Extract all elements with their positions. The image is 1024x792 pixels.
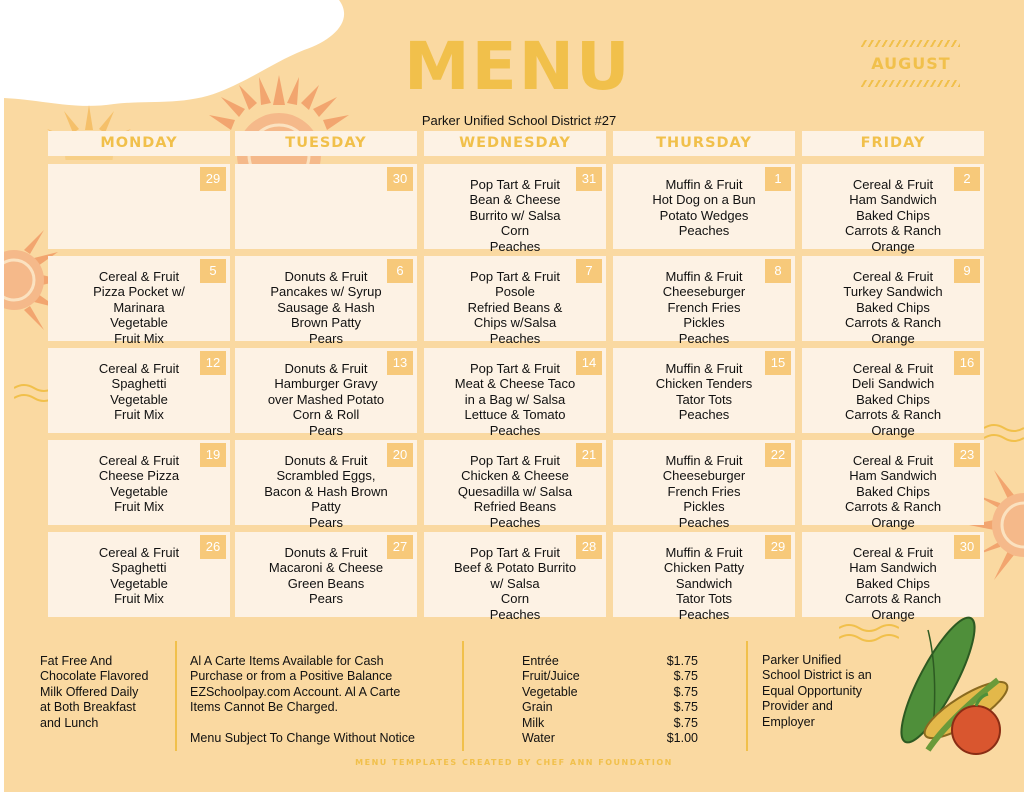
- meal-item: Cereal & Fruit: [98, 453, 180, 468]
- meal-list: [424, 545, 606, 622]
- meal-item: Vegetable: [110, 315, 168, 331]
- day-header-friday: FRIDAY: [802, 131, 984, 156]
- meal-item: Orange: [871, 514, 915, 530]
- meal-item: Orange: [871, 606, 915, 622]
- meal-item: Pop Tart & Fruit: [469, 545, 561, 560]
- meal-item: Muffin & Fruit: [665, 177, 743, 192]
- meal-item: Brown Patty: [290, 315, 362, 331]
- menu-day-cell: [424, 440, 606, 530]
- meal-item: French Fries: [667, 483, 741, 499]
- meal-item: Muffin & Fruit: [665, 269, 743, 284]
- meal-item: over Mashed Potato: [267, 391, 385, 407]
- meal-list: [235, 453, 417, 530]
- date-badge: 13: [387, 351, 413, 375]
- milk-note-line: Fat Free And: [40, 654, 113, 668]
- footer-divider: [175, 641, 177, 751]
- date-badge: 30: [387, 167, 413, 191]
- price-list: [522, 654, 698, 746]
- meal-item: Donuts & Fruit: [284, 545, 368, 560]
- meal-list: [802, 177, 984, 254]
- credit-line: MENU TEMPLATES CREATED BY CHEF ANN FOUNDATION: [355, 758, 673, 767]
- meal-list: [235, 545, 417, 607]
- meal-item: Pears: [309, 330, 343, 346]
- price-row: [522, 716, 698, 731]
- meal-item: Baked Chips: [856, 391, 930, 407]
- date-badge: 6: [387, 259, 413, 283]
- meal-item: Corn & Roll: [292, 407, 360, 423]
- meal-item: Baked Chips: [856, 483, 930, 499]
- meal-item: Pickles: [683, 315, 725, 331]
- date-badge: 7: [576, 259, 602, 283]
- meal-item: Marinara: [113, 299, 165, 315]
- day-header-wednesday: WEDNESDAY: [424, 131, 606, 156]
- meal-item: Peaches: [678, 514, 730, 530]
- meal-item: Ham Sandwich: [849, 468, 937, 484]
- milk-note-line: Chocolate Flavored: [40, 669, 149, 684]
- price-value: $.75: [673, 669, 698, 684]
- meal-item: Pears: [309, 591, 343, 607]
- date-badge: 9: [954, 259, 980, 283]
- equal-opportunity-line: Parker Unified: [762, 653, 842, 667]
- menu-day-cell: [613, 348, 795, 433]
- meal-list: [613, 177, 795, 239]
- meal-item: Beef & Potato Burrito: [453, 560, 577, 576]
- meal-item: Cereal & Fruit: [852, 361, 934, 376]
- price-item-name: Vegetable: [522, 684, 578, 699]
- meal-item: Pears: [309, 422, 343, 438]
- meal-item: Peaches: [489, 514, 541, 530]
- meal-item: Carrots & Ranch: [844, 315, 942, 331]
- meal-item: Corn: [500, 591, 530, 607]
- meal-item: w/ Salsa: [490, 575, 540, 591]
- meal-item: Quesadilla w/ Salsa: [457, 483, 573, 499]
- meal-item: Fruit Mix: [114, 407, 164, 423]
- meal-list: [48, 269, 230, 346]
- menu-day-cell: [802, 440, 984, 530]
- menu-day-cell: [613, 164, 795, 249]
- menu-day-cell: [424, 256, 606, 346]
- meal-list: [424, 177, 606, 254]
- date-badge: 20: [387, 443, 413, 467]
- meal-item: Green Beans: [287, 575, 365, 591]
- milk-note-line: and Lunch: [40, 715, 99, 730]
- menu-day-cell: [424, 532, 606, 622]
- footer-divider: [746, 641, 748, 751]
- date-badge: 2: [954, 167, 980, 191]
- meal-item: Orange: [871, 422, 915, 438]
- price-row: [522, 654, 698, 669]
- meal-item: Peaches: [678, 606, 730, 622]
- price-item-name: Fruit/Juice: [522, 669, 580, 684]
- menu-day-cell: [48, 348, 230, 433]
- date-badge: 26: [200, 535, 226, 559]
- meal-list: [424, 269, 606, 346]
- meal-item: Donuts & Fruit: [284, 361, 368, 376]
- meal-item: Pop Tart & Fruit: [469, 361, 561, 376]
- meal-item: Burrito w/ Salsa: [469, 207, 561, 223]
- meal-item: Spaghetti: [111, 560, 167, 576]
- meal-item: Orange: [871, 238, 915, 254]
- meal-item: Fruit Mix: [114, 499, 164, 515]
- meal-item: Ham Sandwich: [849, 192, 937, 208]
- meal-item: Ham Sandwich: [849, 560, 937, 576]
- price-value: $1.00: [666, 730, 698, 745]
- date-badge: 28: [576, 535, 602, 559]
- meal-item: Cereal & Fruit: [852, 269, 934, 284]
- equal-opportunity-note: [762, 653, 872, 730]
- district-name: Parker Unified School District #27: [421, 113, 617, 128]
- date-badge: 15: [765, 351, 791, 375]
- price-value: $.75: [673, 715, 698, 730]
- menu-day-cell: [802, 256, 984, 346]
- meal-item: Baked Chips: [856, 299, 930, 315]
- meal-item: Corn: [500, 223, 530, 239]
- meal-item: Refried Beans: [473, 499, 557, 515]
- meal-item: Carrots & Ranch: [844, 407, 942, 423]
- meal-item: Tator Tots: [675, 591, 733, 607]
- meal-list: [802, 361, 984, 438]
- meal-item: Peaches: [678, 330, 730, 346]
- meal-list: [613, 361, 795, 423]
- meal-list: [613, 269, 795, 346]
- meal-item: Pop Tart & Fruit: [469, 269, 561, 284]
- meal-item: French Fries: [667, 299, 741, 315]
- meal-item: Muffin & Fruit: [665, 453, 743, 468]
- meal-item: Chicken & Cheese: [461, 468, 569, 484]
- menu-day-cell: [613, 256, 795, 346]
- equal-opportunity-line: Provider and: [762, 699, 833, 714]
- price-item-name: Grain: [522, 700, 553, 715]
- menu-day-cell: [235, 164, 417, 249]
- meal-item: Potato Wedges: [659, 207, 749, 223]
- hatch-decoration: [860, 40, 960, 47]
- equal-opportunity-line: School District is an: [762, 668, 872, 683]
- date-badge: 16: [954, 351, 980, 375]
- date-badge: 8: [765, 259, 791, 283]
- meal-item: Donuts & Fruit: [284, 269, 368, 284]
- equal-opportunity-line: Equal Opportunity: [762, 683, 863, 698]
- meal-item: Posole: [495, 284, 535, 300]
- vegetable-illustration-icon: [888, 600, 1024, 760]
- meal-item: Pancakes w/ Syrup: [270, 284, 382, 300]
- date-badge: 27: [387, 535, 413, 559]
- price-value: $.75: [673, 684, 698, 699]
- date-badge: 14: [576, 351, 602, 375]
- meal-item: Cheeseburger: [662, 468, 746, 484]
- meal-item: Tator Tots: [675, 391, 733, 407]
- meal-item: Lettuce & Tomato: [464, 407, 566, 423]
- meal-item: Peaches: [489, 330, 541, 346]
- menu-day-cell: [424, 348, 606, 438]
- menu-day-cell: [235, 348, 417, 438]
- price-value: $1.75: [666, 654, 698, 668]
- meal-item: in a Bag w/ Salsa: [464, 391, 566, 407]
- meal-item: Fruit Mix: [114, 591, 164, 607]
- change-notice: Menu Subject To Change Without Notice: [190, 731, 415, 746]
- meal-item: Vegetable: [110, 575, 168, 591]
- date-badge: 23: [954, 443, 980, 467]
- menu-day-cell: [48, 532, 230, 617]
- meal-item: Cereal & Fruit: [852, 177, 934, 192]
- meal-list: [235, 269, 417, 346]
- meal-item: Cereal & Fruit: [98, 361, 180, 376]
- meal-item: Carrots & Ranch: [844, 591, 942, 607]
- meal-list: [48, 453, 230, 515]
- date-badge: 5: [200, 259, 226, 283]
- meal-item: Orange: [871, 330, 915, 346]
- meal-item: Muffin & Fruit: [665, 361, 743, 376]
- menu-day-cell: [802, 164, 984, 254]
- price-item-name: Entrée: [522, 654, 559, 668]
- menu-title: MENU: [404, 28, 632, 105]
- price-row: [522, 700, 698, 715]
- milk-note: [40, 654, 148, 731]
- meal-item: Fruit Mix: [114, 330, 164, 346]
- menu-page: [4, 0, 1024, 792]
- meal-list: [48, 545, 230, 607]
- meal-item: Carrots & Ranch: [844, 223, 942, 239]
- date-badge: 19: [200, 443, 226, 467]
- meal-item: Patty: [311, 499, 341, 515]
- meal-item: Pickles: [683, 499, 725, 515]
- date-badge: 31: [576, 167, 602, 191]
- meal-item: Cereal & Fruit: [98, 269, 180, 284]
- milk-note-line: at Both Breakfast: [40, 700, 136, 715]
- price-item-name: Water: [522, 730, 555, 745]
- menu-day-cell: [424, 164, 606, 254]
- date-badge: 12: [200, 351, 226, 375]
- date-badge: 22: [765, 443, 791, 467]
- meal-item: Refried Beans &: [467, 299, 563, 315]
- meal-list: [235, 361, 417, 438]
- date-badge: 21: [576, 443, 602, 467]
- footer-divider: [462, 641, 464, 751]
- meal-list: [802, 269, 984, 346]
- menu-day-cell: [613, 440, 795, 530]
- date-badge: 29: [200, 167, 226, 191]
- meal-item: Sandwich: [675, 575, 733, 591]
- meal-item: Chicken Patty: [663, 560, 745, 576]
- meal-item: Sausage & Hash: [277, 299, 375, 315]
- meal-list: [48, 361, 230, 423]
- meal-item: Spaghetti: [111, 376, 167, 392]
- hatch-decoration: [860, 80, 960, 87]
- menu-day-cell: [48, 440, 230, 525]
- meal-list: [424, 361, 606, 438]
- meal-item: Scrambled Eggs,: [276, 468, 376, 484]
- price-row: [522, 669, 698, 684]
- meal-item: Pop Tart & Fruit: [469, 177, 561, 192]
- day-header-tuesday: TUESDAY: [235, 131, 417, 156]
- meal-item: Vegetable: [110, 483, 168, 499]
- meal-list: [802, 453, 984, 530]
- meal-item: Cheeseburger: [662, 284, 746, 300]
- day-header-thursday: THURSDAY: [613, 131, 795, 156]
- meal-item: Peaches: [489, 606, 541, 622]
- date-badge: 30: [954, 535, 980, 559]
- meal-item: Peaches: [489, 238, 541, 254]
- meal-item: Bacon & Hash Brown: [264, 483, 388, 499]
- meal-item: Donuts & Fruit: [284, 453, 368, 468]
- meal-item: Baked Chips: [856, 207, 930, 223]
- equal-opportunity-line: Employer: [762, 714, 815, 729]
- meal-item: Turkey Sandwich: [843, 284, 943, 300]
- meal-item: Peaches: [678, 223, 730, 239]
- meal-item: Bean & Cheese: [469, 192, 561, 208]
- meal-item: Pop Tart & Fruit: [469, 453, 561, 468]
- meal-item: Deli Sandwich: [851, 376, 935, 392]
- meal-list: [424, 453, 606, 530]
- a-la-carte-line: Items Cannot Be Charged.: [190, 700, 338, 715]
- meal-item: Pears: [309, 514, 343, 530]
- price-row: [522, 731, 698, 746]
- menu-day-cell: [48, 256, 230, 346]
- meal-item: Cheese Pizza: [98, 468, 180, 484]
- meal-item: Pizza Pocket w/: [93, 284, 185, 300]
- meal-item: Peaches: [678, 407, 730, 423]
- a-la-carte-line: EZSchoolpay.com Account. Al A Carte: [190, 684, 401, 699]
- meal-item: Vegetable: [110, 391, 168, 407]
- price-value: $.75: [673, 700, 698, 715]
- day-header-monday: MONDAY: [48, 131, 230, 156]
- meal-item: Carrots & Ranch: [844, 499, 942, 515]
- meal-list: [613, 453, 795, 530]
- a-la-carte-line: Al A Carte Items Available for Cash: [190, 654, 384, 668]
- meal-item: Cereal & Fruit: [852, 545, 934, 560]
- menu-day-cell: [613, 532, 795, 622]
- price-item-name: Milk: [522, 715, 545, 730]
- menu-day-cell: [48, 164, 230, 249]
- meal-item: Hamburger Gravy: [274, 376, 378, 392]
- menu-day-cell: [235, 532, 417, 617]
- menu-day-cell: [802, 348, 984, 438]
- meal-item: Muffin & Fruit: [665, 545, 743, 560]
- date-badge: 29: [765, 535, 791, 559]
- wave-icon: [984, 420, 1024, 450]
- meal-item: Chips w/Salsa: [473, 315, 557, 331]
- meal-item: Hot Dog on a Bun: [652, 192, 756, 208]
- price-row: [522, 685, 698, 700]
- milk-note-line: Milk Offered Daily: [40, 684, 139, 699]
- menu-day-cell: [235, 440, 417, 530]
- date-badge: 1: [765, 167, 791, 191]
- meal-item: Chicken Tenders: [655, 376, 753, 392]
- a-la-carte-line: Purchase or from a Positive Balance: [190, 669, 393, 684]
- menu-day-cell: [235, 256, 417, 346]
- meal-item: Baked Chips: [856, 575, 930, 591]
- meal-item: Cereal & Fruit: [852, 453, 934, 468]
- a-la-carte-note: [190, 654, 415, 746]
- meal-item: Macaroni & Cheese: [268, 560, 384, 576]
- meal-item: Cereal & Fruit: [98, 545, 180, 560]
- meal-list: [613, 545, 795, 622]
- meal-item: Meat & Cheese Taco: [454, 376, 576, 392]
- meal-item: Peaches: [489, 422, 541, 438]
- month-label: AUGUST: [871, 54, 951, 73]
